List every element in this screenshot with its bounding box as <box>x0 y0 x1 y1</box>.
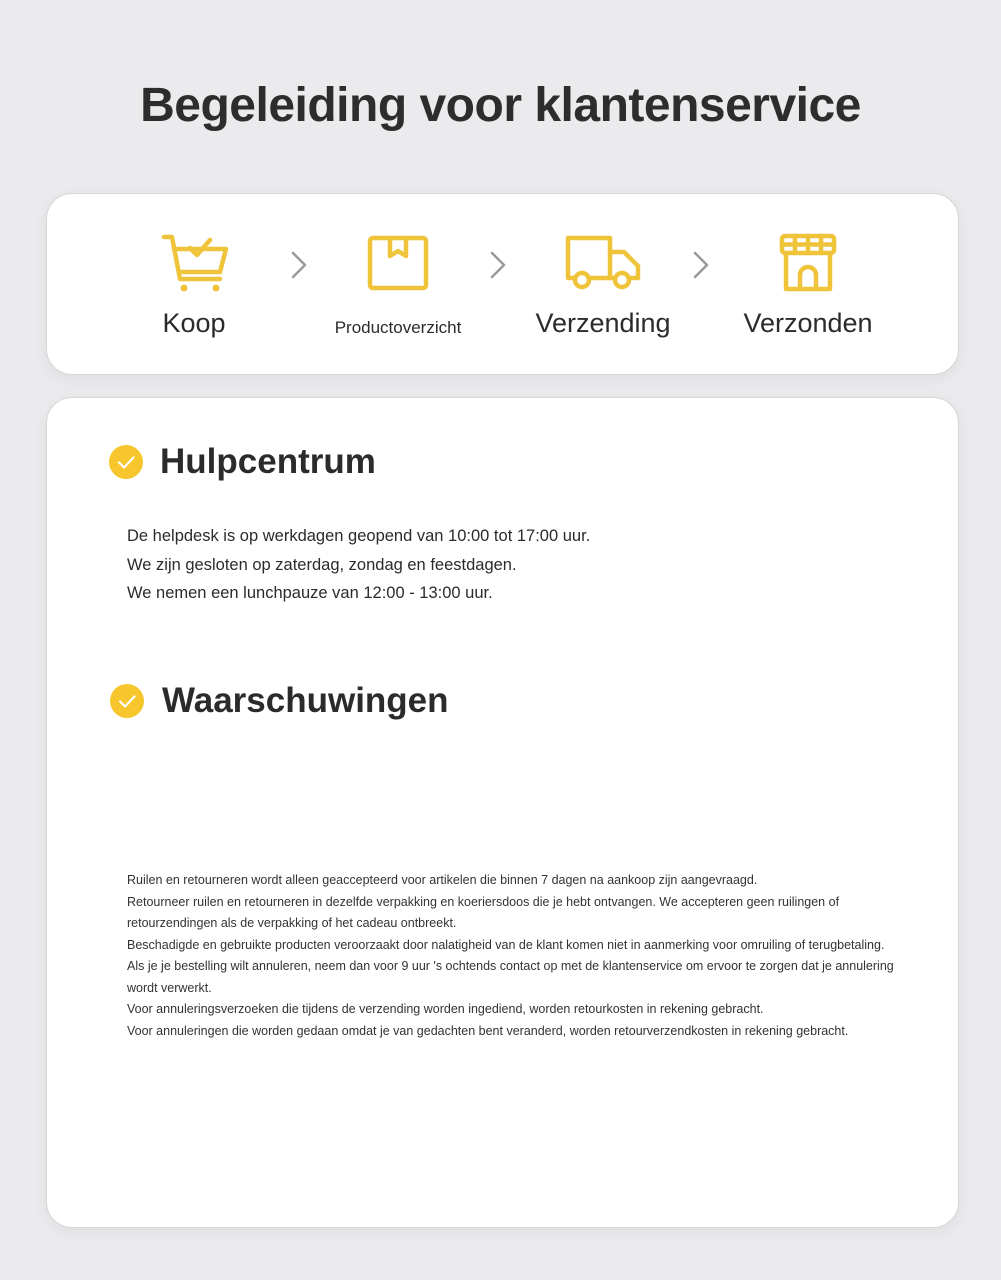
warnings-text <box>127 870 907 1042</box>
warning-line: Voor annuleringen die worden gedaan omdat je van gedachten bent veranderd, worden retourverzendkosten in rekening gebracht. <box>127 1023 849 1038</box>
step-label: Verzonden <box>743 308 873 338</box>
warning-line: Voor annuleringsverzoeken die tijdens de verzending worden ingediend, worden retourkosten in rekening gebracht. <box>127 1002 764 1016</box>
page-title: Begeleiding voor klantenservice <box>140 79 861 132</box>
info-card <box>46 397 959 1228</box>
warning-line: Retourneer ruilen en retourneren in dezelfde verpakking en koeriersdoos die je hebt ontvangen. We accepteren geen ruilingen of retourzendingen als de verpakking of het cadeau ontbreekt. <box>127 894 840 930</box>
warnings-title: Waarschuwingen <box>162 681 449 720</box>
check-icon <box>110 684 144 718</box>
step-verzending <box>503 194 703 374</box>
step-verzonden <box>708 194 908 374</box>
check-badge <box>110 684 144 718</box>
step-label: Koop <box>162 308 226 338</box>
warning-line: Ruilen en retourneren wordt alleen geaccepteerd voor artikelen die binnen 7 dagen na aankoop zijn aangevraagd. <box>127 873 758 887</box>
storefront-icon <box>778 232 838 294</box>
step-label: Verzending <box>535 308 671 338</box>
warning-line: Beschadigde en gebruikte producten veroorzaakt door nalatigheid van de klant komen niet in aanmerking voor omruiling of terugbetaling. <box>127 937 885 952</box>
help-line: We zijn gesloten op zaterdag, zondag en feestdagen. <box>127 555 517 574</box>
check-badge <box>109 445 143 479</box>
package-box-icon <box>366 234 430 292</box>
help-center-text <box>127 522 590 608</box>
help-center-title: Hulpcentrum <box>160 442 376 481</box>
process-steps-card <box>46 193 959 375</box>
shopping-cart-check-icon <box>160 232 232 294</box>
help-line: De helpdesk is op werkdagen geopend van 10:00 tot 17:00 uur. <box>127 527 591 545</box>
help-line: We nemen een lunchpauze van 12:00 - 13:00 uur. <box>127 584 493 602</box>
check-icon <box>109 445 143 479</box>
delivery-truck-icon <box>564 232 644 294</box>
step-koop <box>94 194 294 374</box>
warning-line: Als je je bestelling wilt annuleren, neem dan voor 9 uur 's ochtends contact op met de klantenservice om ervoor te zorgen dat je annulering wordt verwerkt. <box>127 959 894 995</box>
step-label: Productoverzicht <box>334 318 462 337</box>
step-productoverzicht <box>298 194 498 374</box>
